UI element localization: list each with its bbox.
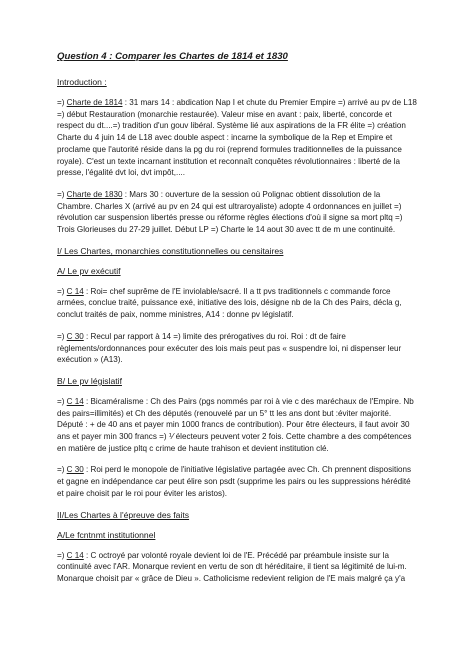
paragraph-text: : Roi perd le monopole de l'initiative législative partagée avec Ch. Ch prennent dispositions et gagne en indépendance car peut élire son psdt (supprime les pairs ou les suppressions hérédité et paire choisit par le roi pour éviter les aristos).	[57, 465, 412, 498]
charter-label: C 14	[66, 286, 84, 296]
arrow-prefix: =)	[57, 331, 67, 341]
paragraph-text: : Roi= chef suprême de l'E inviolable/sacré. Il a tt pvs traditionnels c commande force armées, conclue traité, puissance exé, initiative des lois, désigne nb de la Ch des Pairs, décla g, conclut traités de paix, nomme ministres, A14 : donne pv législatif.	[57, 286, 402, 320]
charter-label: C 14	[66, 396, 84, 406]
sectionA-heading: A/ Le pv exécutif	[57, 265, 121, 276]
sectionA2-heading: A/Le fcntnmt institutionnel	[57, 529, 156, 540]
paragraph-text: : Bicaméralisme : Ch des Pairs (pgs nommés par roi à vie c des maréchaux de l'Empire. Nb des pairs=illimités) et Ch des députés (renouvelé par un 5° tt les ans dont but :éviter majorité. Député : + de 40 ans et payer min 1000 francs de contribution). Pour être électeurs, il faut avoir 30 ans et payer min 300 francs =) ⅟ électeurs peuvent voter 2 fois. Cette chambre a des compétences en matière de justice pltq c crime de haute trahison et devient institution clé.	[57, 396, 414, 453]
part2-heading: II/Les Chartes à l'épreuve des faits	[57, 509, 190, 520]
paragraph-intro-1814	[57, 97, 418, 179]
paragraph-exec-c30	[57, 331, 418, 366]
sectionB-heading: B/ Le pv législatif	[57, 375, 122, 386]
charter-label: C 30	[66, 331, 84, 341]
paragraph-text: : Recul par rapport à 14 =) limite des prérogatives du roi. Roi : dt de faire règlements/ordonnances pour exécuter des lois mais peut pas « suspendre loi, ni dispenser leur exécution » (A13).	[57, 331, 402, 365]
paragraph-exec-c14	[57, 286, 418, 321]
paragraph-intro-1830	[57, 189, 418, 236]
intro-heading: Introduction :	[57, 77, 107, 87]
paragraph-fcnt-c14	[57, 550, 418, 585]
page-title: Question 4 : Comparer les Chartes de 1814 et 1830	[57, 51, 288, 62]
arrow-prefix: =)	[57, 286, 67, 296]
arrow-prefix: =)	[57, 98, 67, 107]
charter-label: C 30	[66, 465, 84, 475]
part1-heading: I/ Les Chartes, monarchies constitutionnelles ou censitaires	[57, 245, 284, 256]
paragraph-text: : Mars 30 : ouverture de la session où Polignac obtient dissolution de la Chambre. Charles X (arrivé au pv en 24 qui est ultraroyaliste) adopte 4 ordonnances en juillet =) révolution car suspension libertés presse ou réforme règles élections d'où il signe sa mort pltq =) Trois Glorieuses du 27-29 juillet. Début LP =) Charte le 14 aout 30 avec tt de m une continuité.	[57, 189, 403, 235]
charter-label: C 14	[66, 550, 84, 560]
paragraph-leg-c14	[57, 396, 418, 455]
paragraph-leg-c30	[57, 464, 418, 499]
paragraph-text: : 31 mars 14 : abdication Nap I et chute du Premier Empire =) arrivé au pv de L18 =) début Restauration (monarchie restaurée). Valeur mise en avant : paix, liberté, concorde et respect du dt....=) tradition d'un gouv libéral. Système lié aux aspirations de la FR élite =) création Charte du 4 juin 14 de L18 avec double aspect : incarne la symbolique de la Rep et Empire et proclame que l'autorité réside dans la pg du roi (reprend formules traditionnelles de la puissance royale). C'est un texte incarnant institution et reconnaît conquêtes révolutionnaires : liberté de la presse, l'égalité dvt loi, dvt impôt,....	[57, 98, 417, 178]
arrow-prefix: =)	[57, 189, 67, 199]
arrow-prefix: =)	[57, 396, 67, 406]
charter-label: Charte de 1814	[66, 98, 123, 107]
paragraph-text: : C octroyé par volonté royale devient loi de l'E. Précédé par préambule insiste sur la continuité avec l'AR. Monarque revient en vertu de son dt héréditaire, il tient sa légitimité de lui-m. Monarque choisit par « grâce de Dieu ». Catholicisme redevient religion de l'E mais malgré ça y'a	[57, 550, 407, 583]
arrow-prefix: =)	[57, 550, 67, 560]
charter-label: Charte de 1830	[66, 189, 123, 199]
arrow-prefix: =)	[57, 465, 67, 475]
